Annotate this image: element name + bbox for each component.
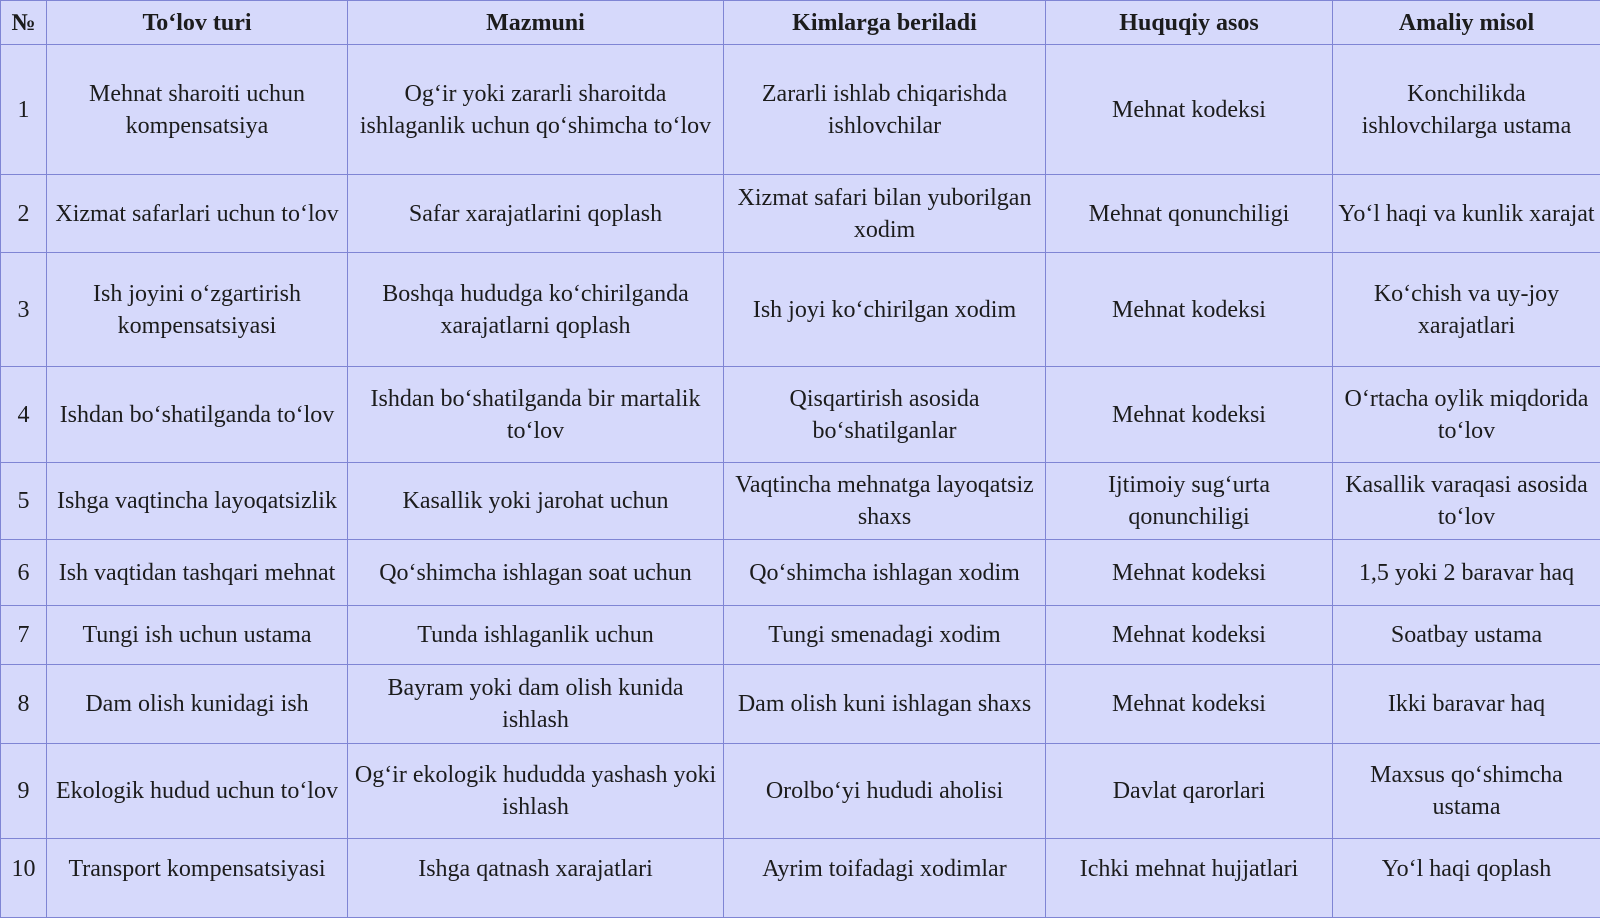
cell-payment-type: Ekologik hudud uchun to‘lov (47, 744, 348, 839)
cell-recipients: Xizmat safari bilan yuborilgan xodim (724, 175, 1046, 253)
cell-legal-basis: Mehnat kodeksi (1046, 606, 1333, 665)
table-row (1, 665, 1600, 744)
cell-content: Ishdan bo‘shatilganda bir martalik to‘lov (348, 367, 724, 463)
cell-recipients: Zararli ishlab chiqarishda ishlovchilar (724, 45, 1046, 175)
cell-content: Kasallik yoki jarohat uchun (348, 463, 724, 540)
cell-number: 9 (1, 744, 47, 839)
cell-practical-example: Yo‘l haqi qoplash (1333, 839, 1600, 918)
cell-legal-basis: Mehnat kodeksi (1046, 45, 1333, 175)
cell-payment-type: Ishdan bo‘shatilganda to‘lov (47, 367, 348, 463)
header-content: Mazmuni (348, 1, 724, 45)
table-row (1, 540, 1600, 606)
header-number: № (1, 1, 47, 45)
header-practical-example: Amaliy misol (1333, 1, 1600, 45)
cell-recipients: Orolbo‘yi hududi aholisi (724, 744, 1046, 839)
cell-practical-example: Yo‘l haqi va kunlik xarajat (1333, 175, 1600, 253)
cell-content: Tunda ishlaganlik uchun (348, 606, 724, 665)
cell-recipients: Qo‘shimcha ishlagan xodim (724, 540, 1046, 606)
cell-number: 2 (1, 175, 47, 253)
cell-number: 8 (1, 665, 47, 744)
cell-recipients: Ayrim toifadagi xodimlar (724, 839, 1046, 918)
cell-practical-example: O‘rtacha oylik miqdorida to‘lov (1333, 367, 1600, 463)
cell-legal-basis: Ijtimoiy sug‘urta qonunchiligi (1046, 463, 1333, 540)
cell-recipients: Qisqartirish asosida bo‘shatilganlar (724, 367, 1046, 463)
table-row (1, 839, 1600, 918)
table-row (1, 744, 1600, 839)
cell-practical-example: Konchilikda ishlovchilarga ustama (1333, 45, 1600, 175)
table-row (1, 367, 1600, 463)
cell-number: 4 (1, 367, 47, 463)
cell-legal-basis: Mehnat kodeksi (1046, 253, 1333, 367)
cell-payment-type: Xizmat safarlari uchun to‘lov (47, 175, 348, 253)
cell-content: Qo‘shimcha ishlagan soat uchun (348, 540, 724, 606)
table-row (1, 253, 1600, 367)
table-row (1, 45, 1600, 175)
cell-recipients: Vaqtincha mehnatga layoqatsiz shaxs (724, 463, 1046, 540)
cell-content: Og‘ir ekologik hududda yashash yoki ishlash (348, 744, 724, 839)
cell-content: Ishga qatnash xarajatlari (348, 839, 724, 918)
cell-number: 7 (1, 606, 47, 665)
table-row (1, 463, 1600, 540)
cell-payment-type: Ishga vaqtincha layoqatsizlik (47, 463, 348, 540)
cell-payment-type: Mehnat sharoiti uchun kompensatsiya (47, 45, 348, 175)
cell-content: Og‘ir yoki zararli sharoitda ishlaganlik uchun qo‘shimcha to‘lov (348, 45, 724, 175)
header-recipients: Kimlarga beriladi (724, 1, 1046, 45)
cell-practical-example: Ko‘chish va uy-joy xarajatlari (1333, 253, 1600, 367)
table-row (1, 175, 1600, 253)
cell-legal-basis: Mehnat kodeksi (1046, 367, 1333, 463)
cell-recipients: Tungi smenadagi xodim (724, 606, 1046, 665)
header-payment-type: To‘lov turi (47, 1, 348, 45)
cell-payment-type: Ish vaqtidan tashqari mehnat (47, 540, 348, 606)
cell-payment-type: Transport kompensatsiyasi (47, 839, 348, 918)
header-legal-basis: Huquqiy asos (1046, 1, 1333, 45)
cell-number: 6 (1, 540, 47, 606)
cell-practical-example: Soatbay ustama (1333, 606, 1600, 665)
cell-number: 1 (1, 45, 47, 175)
cell-payment-type: Tungi ish uchun ustama (47, 606, 348, 665)
cell-legal-basis: Davlat qarorlari (1046, 744, 1333, 839)
table-row (1, 606, 1600, 665)
header-row (1, 1, 1600, 45)
cell-legal-basis: Ichki mehnat hujjatlari (1046, 839, 1333, 918)
cell-number: 10 (1, 839, 47, 918)
cell-content: Safar xarajatlarini qoplash (348, 175, 724, 253)
cell-legal-basis: Mehnat qonunchiligi (1046, 175, 1333, 253)
cell-number: 5 (1, 463, 47, 540)
cell-recipients: Dam olish kuni ishlagan shaxs (724, 665, 1046, 744)
cell-payment-type: Ish joyini o‘zgartirish kompensatsiyasi (47, 253, 348, 367)
cell-content: Bayram yoki dam olish kunida ishlash (348, 665, 724, 744)
cell-content: Boshqa hududga ko‘chirilganda xarajatlarni qoplash (348, 253, 724, 367)
cell-legal-basis: Mehnat kodeksi (1046, 540, 1333, 606)
cell-legal-basis: Mehnat kodeksi (1046, 665, 1333, 744)
cell-practical-example: 1,5 yoki 2 baravar haq (1333, 540, 1600, 606)
cell-number: 3 (1, 253, 47, 367)
cell-recipients: Ish joyi ko‘chirilgan xodim (724, 253, 1046, 367)
cell-practical-example: Ikki baravar haq (1333, 665, 1600, 744)
cell-payment-type: Dam olish kunidagi ish (47, 665, 348, 744)
cell-practical-example: Maxsus qo‘shimcha ustama (1333, 744, 1600, 839)
cell-practical-example: Kasallik varaqasi asosida to‘lov (1333, 463, 1600, 540)
